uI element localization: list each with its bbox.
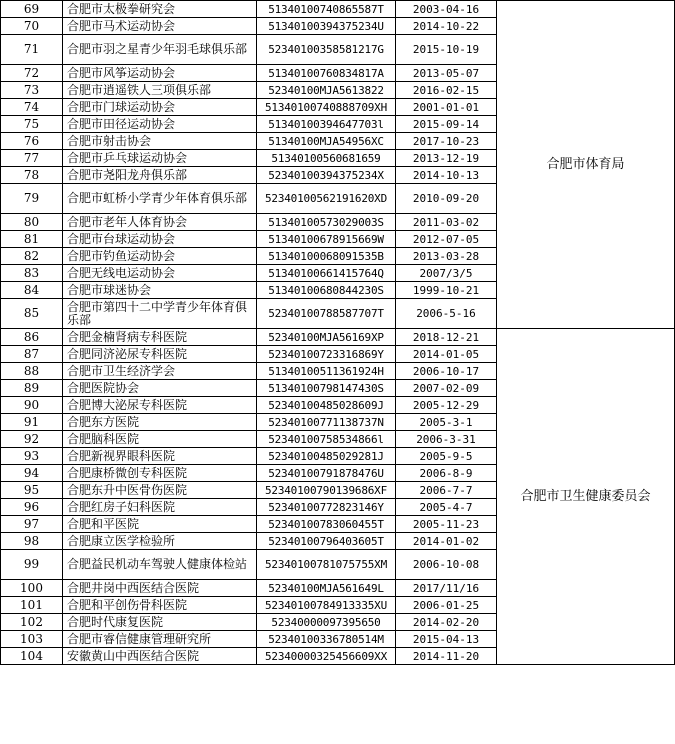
registration-date: 2005-12-29: [396, 397, 497, 414]
row-number: 99: [1, 550, 63, 580]
credit-code: 51340100394647703l: [257, 116, 396, 133]
registration-date: 2018-12-21: [396, 329, 497, 346]
registration-date: 2014-02-20: [396, 614, 497, 631]
registration-date: 2015-04-13: [396, 631, 497, 648]
registration-date: 1999-10-21: [396, 282, 497, 299]
credit-code: 51340100760834817A: [257, 65, 396, 82]
row-number: 83: [1, 265, 63, 282]
registration-date: 2015-10-19: [396, 35, 497, 65]
credit-code: 52340100790139686XF: [257, 482, 396, 499]
row-number: 69: [1, 1, 63, 18]
credit-code: 52340100791878476U: [257, 465, 396, 482]
registration-date: 2006-7-7: [396, 482, 497, 499]
credit-code: 51340100573029003S: [257, 214, 396, 231]
organization-name: 合肥市逍遥铁人三项俱乐部: [63, 82, 257, 99]
row-number: 96: [1, 499, 63, 516]
organization-name: 合肥市羽之星青少年羽毛球俱乐部: [63, 35, 257, 65]
registration-date: 2015-09-14: [396, 116, 497, 133]
credit-code: 52340100485029281J: [257, 448, 396, 465]
credit-code: 51340100MJA54956XC: [257, 133, 396, 150]
credit-code: 52340100784913335XU: [257, 597, 396, 614]
credit-code: 52340100MJA56169XP: [257, 329, 396, 346]
registration-date: 2005-9-5: [396, 448, 497, 465]
credit-code: 52340000325456609XX: [257, 648, 396, 665]
row-number: 70: [1, 18, 63, 35]
organization-name: 合肥市睿信健康管理研究所: [63, 631, 257, 648]
credit-code: 52340100783060455T: [257, 516, 396, 533]
credit-code: 52340100MJA561649L: [257, 580, 396, 597]
organization-name: 合肥金楠肾病专科医院: [63, 329, 257, 346]
organization-name: 合肥康立医学检验所: [63, 533, 257, 550]
row-number: 89: [1, 380, 63, 397]
organization-name: 合肥市田径运动协会: [63, 116, 257, 133]
registration-date: 2006-10-17: [396, 363, 497, 380]
row-number: 74: [1, 99, 63, 116]
registration-date: 2017-10-23: [396, 133, 497, 150]
organization-name: 合肥市第四十二中学青少年体育俱乐部: [63, 299, 257, 329]
credit-code: 52340100771138737N: [257, 414, 396, 431]
credit-code: 52340100723316869Y: [257, 346, 396, 363]
registration-date: 2006-01-25: [396, 597, 497, 614]
registration-date: 2010-09-20: [396, 184, 497, 214]
row-number: 101: [1, 597, 63, 614]
credit-code: 52340100562191620XD: [257, 184, 396, 214]
registration-date: 2007-02-09: [396, 380, 497, 397]
credit-code: 52340000097395650: [257, 614, 396, 631]
row-number: 81: [1, 231, 63, 248]
organization-name: 合肥市门球运动协会: [63, 99, 257, 116]
row-number: 72: [1, 65, 63, 82]
row-number: 85: [1, 299, 63, 329]
organization-name: 合肥和平创伤骨科医院: [63, 597, 257, 614]
organization-name: 合肥脑科医院: [63, 431, 257, 448]
organization-name: 合肥无线电运动协会: [63, 265, 257, 282]
table-row: [1, 1, 675, 18]
row-number: 97: [1, 516, 63, 533]
registration-date: 2005-4-7: [396, 499, 497, 516]
row-number: 86: [1, 329, 63, 346]
credit-code: 51340100680844230S: [257, 282, 396, 299]
row-number: 78: [1, 167, 63, 184]
organization-name: 安徽黄山中西医结合医院: [63, 648, 257, 665]
row-number: 98: [1, 533, 63, 550]
registration-date: 2006-5-16: [396, 299, 497, 329]
table-row: [1, 329, 675, 346]
credit-code: 52340100336780514M: [257, 631, 396, 648]
organization-name: 合肥医院协会: [63, 380, 257, 397]
organization-name: 合肥市太极拳研究会: [63, 1, 257, 18]
organization-name: 合肥博大泌尿专科医院: [63, 397, 257, 414]
row-number: 104: [1, 648, 63, 665]
row-number: 76: [1, 133, 63, 150]
credit-code: 52340100358581217G: [257, 35, 396, 65]
organization-name: 合肥东方医院: [63, 414, 257, 431]
organization-name: 合肥市卫生经济学会: [63, 363, 257, 380]
registration-date: 2006-8-9: [396, 465, 497, 482]
registry-table-body: [1, 1, 675, 665]
row-number: 94: [1, 465, 63, 482]
department-name: 合肥市体育局: [497, 1, 675, 329]
credit-code: 51340100740865587T: [257, 1, 396, 18]
row-number: 88: [1, 363, 63, 380]
registration-date: 2013-05-07: [396, 65, 497, 82]
credit-code: 52340100MJA5613822: [257, 82, 396, 99]
row-number: 84: [1, 282, 63, 299]
credit-code: 52340100758534866l: [257, 431, 396, 448]
registration-date: 2005-11-23: [396, 516, 497, 533]
organization-name: 合肥市老年人体育协会: [63, 214, 257, 231]
organization-name: 合肥市虹桥小学青少年体育俱乐部: [63, 184, 257, 214]
registration-date: 2013-03-28: [396, 248, 497, 265]
registration-date: 2007/3/5: [396, 265, 497, 282]
credit-code: 52340100788587707T: [257, 299, 396, 329]
organization-name: 合肥同济泌尿专科医院: [63, 346, 257, 363]
organization-name: 合肥康桥微创专科医院: [63, 465, 257, 482]
row-number: 90: [1, 397, 63, 414]
credit-code: 51340100740888709XH: [257, 99, 396, 116]
registration-date: 2014-10-13: [396, 167, 497, 184]
registration-date: 2012-07-05: [396, 231, 497, 248]
registration-date: 2013-12-19: [396, 150, 497, 167]
organization-name: 合肥市射击协会: [63, 133, 257, 150]
credit-code: 51340100678915669W: [257, 231, 396, 248]
organization-name: 合肥新视界眼科医院: [63, 448, 257, 465]
registration-date: 2014-11-20: [396, 648, 497, 665]
row-number: 87: [1, 346, 63, 363]
registration-date: 2016-02-15: [396, 82, 497, 99]
credit-code: 52340100485028609J: [257, 397, 396, 414]
credit-code: 52340100796403605T: [257, 533, 396, 550]
organization-name: 合肥市尧阳龙舟俱乐部: [63, 167, 257, 184]
row-number: 103: [1, 631, 63, 648]
organization-name: 合肥市乒乓球运动协会: [63, 150, 257, 167]
registration-date: 2005-3-1: [396, 414, 497, 431]
row-number: 92: [1, 431, 63, 448]
row-number: 73: [1, 82, 63, 99]
registration-date: 2001-01-01: [396, 99, 497, 116]
row-number: 93: [1, 448, 63, 465]
registration-date: 2014-01-02: [396, 533, 497, 550]
registration-date: 2014-01-05: [396, 346, 497, 363]
row-number: 75: [1, 116, 63, 133]
row-number: 71: [1, 35, 63, 65]
credit-code: 52340100772823146Y: [257, 499, 396, 516]
organization-name: 合肥市风筝运动协会: [63, 65, 257, 82]
organization-name: 合肥益民机动车驾驶人健康体检站: [63, 550, 257, 580]
organization-name: 合肥和平医院: [63, 516, 257, 533]
credit-code: 51340100511361924H: [257, 363, 396, 380]
row-number: 77: [1, 150, 63, 167]
organization-name: 合肥东升中医骨伤医院: [63, 482, 257, 499]
row-number: 79: [1, 184, 63, 214]
row-number: 100: [1, 580, 63, 597]
registration-date: 2017/11/16: [396, 580, 497, 597]
organization-name: 合肥市钓鱼运动协会: [63, 248, 257, 265]
organization-name: 合肥时代康复医院: [63, 614, 257, 631]
registration-date: 2003-04-16: [396, 1, 497, 18]
organization-name: 合肥市台球运动协会: [63, 231, 257, 248]
registration-date: 2006-3-31: [396, 431, 497, 448]
credit-code: 51340100560681659: [257, 150, 396, 167]
row-number: 95: [1, 482, 63, 499]
credit-code: 51340100394375234U: [257, 18, 396, 35]
registration-date: 2006-10-08: [396, 550, 497, 580]
organization-name: 合肥红房子妇科医院: [63, 499, 257, 516]
credit-code: 51340100661415764Q: [257, 265, 396, 282]
row-number: 80: [1, 214, 63, 231]
credit-code: 52340100781075755XM: [257, 550, 396, 580]
registration-date: 2014-10-22: [396, 18, 497, 35]
organization-name: 合肥井岗中西医结合医院: [63, 580, 257, 597]
organization-name: 合肥市马术运动协会: [63, 18, 257, 35]
credit-code: 52340100394375234X: [257, 167, 396, 184]
row-number: 102: [1, 614, 63, 631]
organization-name: 合肥市球迷协会: [63, 282, 257, 299]
department-name: 合肥市卫生健康委员会: [497, 329, 675, 665]
credit-code: 51340100798147430S: [257, 380, 396, 397]
row-number: 91: [1, 414, 63, 431]
registration-date: 2011-03-02: [396, 214, 497, 231]
row-number: 82: [1, 248, 63, 265]
credit-code: 51340100068091535B: [257, 248, 396, 265]
